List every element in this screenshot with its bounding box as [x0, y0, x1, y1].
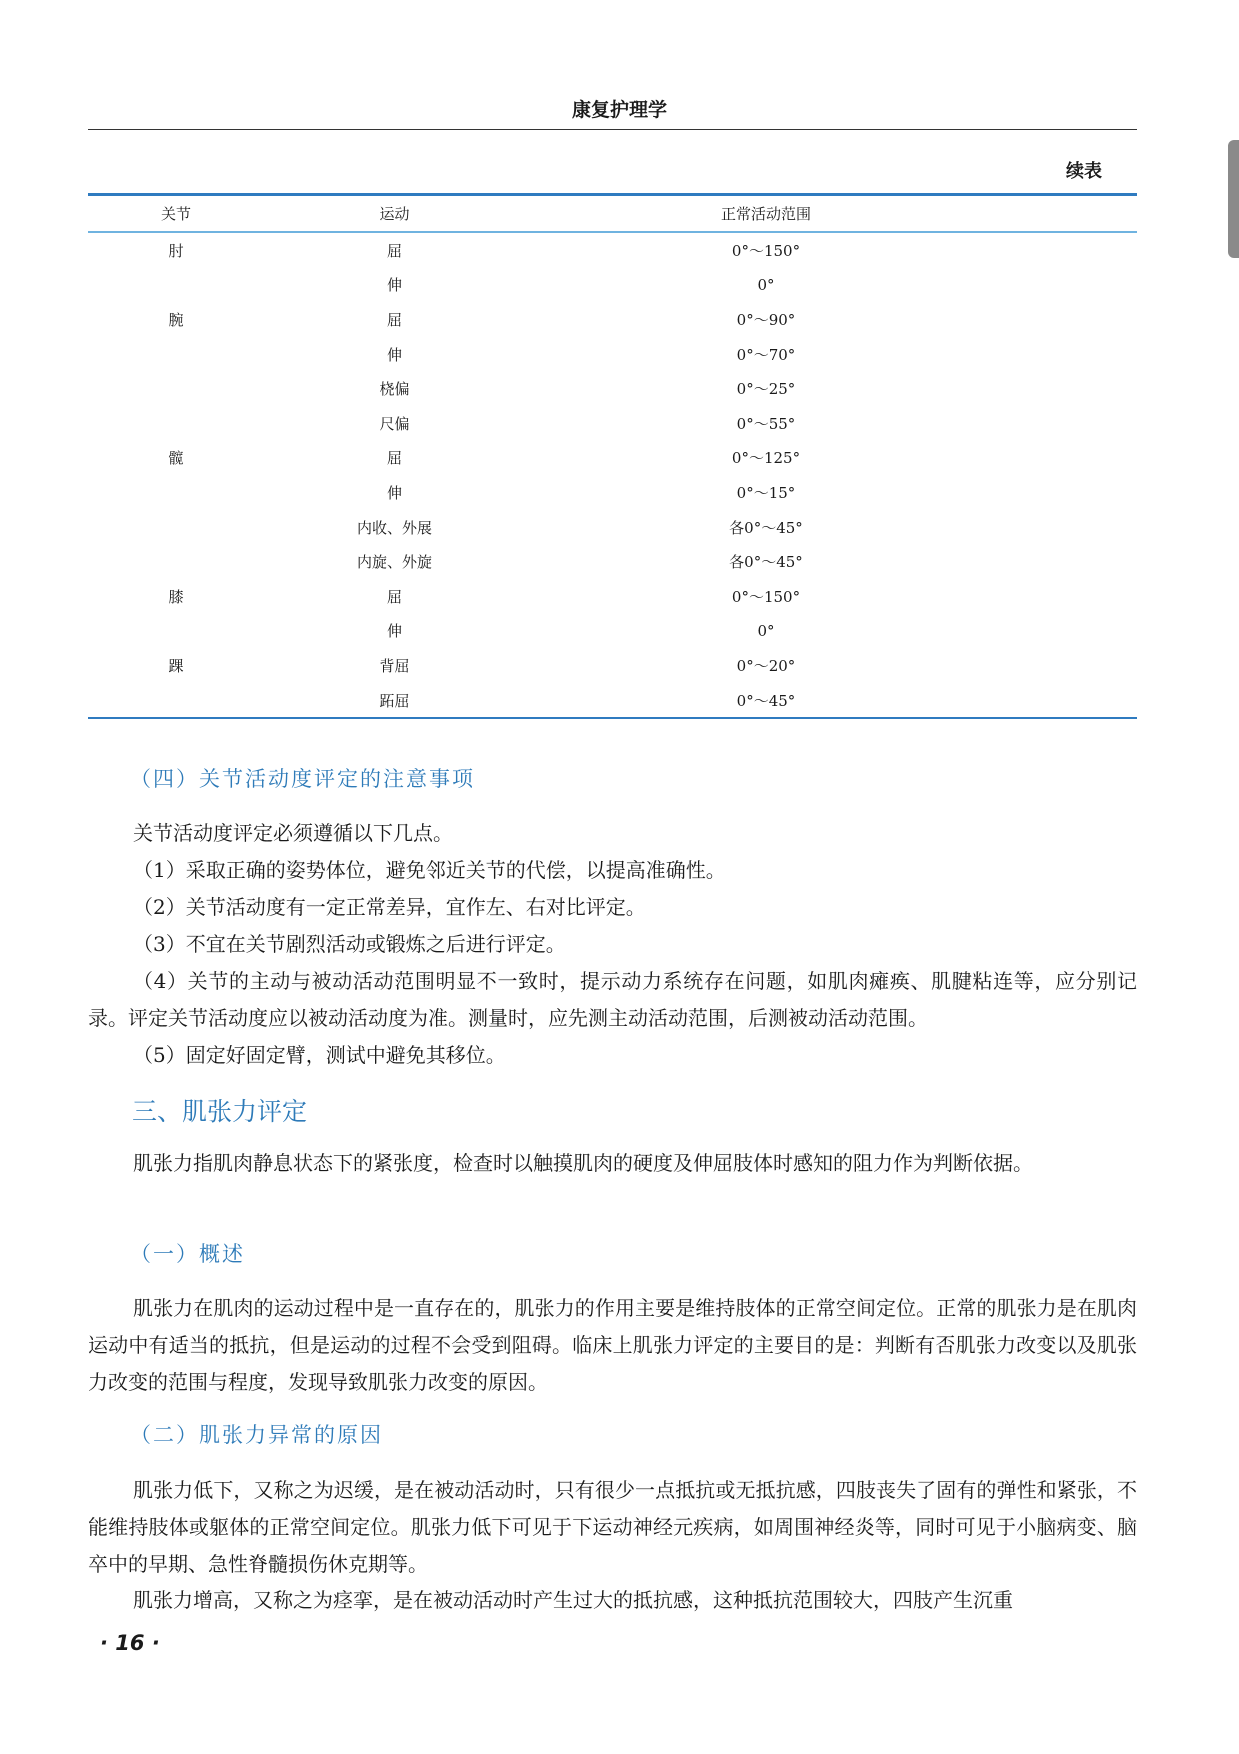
cell-joint — [88, 406, 264, 441]
header-rule — [88, 129, 1137, 130]
cell-normal-range: 0°～25° — [736, 380, 796, 399]
table-row — [88, 475, 1137, 510]
table-row — [88, 268, 1137, 303]
column-header-joint: 关节 — [88, 195, 264, 233]
cell-normal-range: 0°～70° — [736, 345, 796, 364]
cell-normal-range: 0°～55° — [736, 414, 796, 433]
table-row — [88, 683, 1137, 719]
cell-motion: 屈 — [386, 310, 402, 329]
cell-normal-range: 0°～150° — [731, 587, 801, 606]
cell-normal-range: 0°～150° — [731, 241, 801, 260]
section4-intro: 关节活动度评定必须遵循以下几点。 — [133, 821, 453, 845]
table-row — [88, 614, 1137, 649]
running-header-title: 康复护理学 — [571, 99, 667, 121]
section3-intro: 肌张力指肌肉静息状态下的紧张度，检查时以触摸肌肉的硬度及伸屈肢体时感知的阻力作为判断依据。 — [133, 1151, 1033, 1175]
cell-motion: 屈 — [386, 449, 402, 468]
cell-joint — [88, 544, 264, 579]
cell-motion: 屈 — [386, 587, 402, 606]
section-heading-4: （四）关节活动度评定的注意事项 — [130, 767, 475, 791]
range-of-motion-table — [88, 193, 1137, 719]
cell-motion: 尺偏 — [379, 414, 410, 433]
subsection-2-text-2: 肌张力增高，又称之为痉挛，是在被动活动时产生过大的抵抗感，这种抵抗范围较大，四肢产生沉重 — [133, 1588, 1013, 1612]
table-row — [88, 544, 1137, 579]
cell-joint — [88, 371, 264, 406]
cell-motion: 伸 — [386, 622, 402, 641]
cell-normal-range: 0° — [757, 275, 775, 294]
cell-normal-range: 0°～15° — [736, 483, 796, 502]
table-row — [88, 406, 1137, 441]
table-row — [88, 371, 1137, 406]
cell-joint — [88, 614, 264, 649]
table-row — [88, 579, 1137, 614]
cell-motion: 伸 — [386, 345, 402, 364]
page-number: · 16 · — [100, 1631, 160, 1655]
cell-joint — [88, 337, 264, 372]
cell-motion: 内旋、外旋 — [356, 553, 432, 572]
list-item: （4）关节的主动与被动活动范围明显不一致时，提示动力系统存在问题，如肌肉瘫痪、肌腱粘连等，应分别记录。评定关节活动度应以被动活动度为准。测量时，应先测主动活动范围，后测被动活动范围。 — [88, 969, 1137, 1030]
column-header-motion: 运动 — [264, 195, 525, 233]
list-item: （3）不宜在关节剧烈活动或锻炼之后进行评定。 — [133, 932, 566, 956]
column-header-normal-range: 正常活动范围 — [525, 195, 1137, 233]
cell-joint: 膝 — [168, 587, 184, 606]
cell-motion: 桡偏 — [379, 380, 410, 399]
page-edge-tab — [1228, 140, 1239, 258]
cell-normal-range: 各0°～45° — [729, 518, 803, 537]
table-row — [88, 441, 1137, 476]
subsection-heading-1: （一）概述 — [130, 1242, 245, 1266]
cell-joint: 肘 — [168, 241, 184, 260]
cell-joint: 踝 — [168, 656, 184, 675]
cell-normal-range: 0° — [757, 621, 775, 640]
table-row — [88, 337, 1137, 372]
table-body — [88, 232, 1137, 718]
cell-joint — [88, 475, 264, 510]
table-continued-label: 续表 — [1066, 161, 1102, 182]
cell-joint — [88, 268, 264, 303]
cell-joint — [88, 510, 264, 545]
cell-motion: 内收、外展 — [356, 518, 432, 537]
table-row — [88, 648, 1137, 683]
table-row — [88, 510, 1137, 545]
table-row — [88, 232, 1137, 268]
cell-motion: 伸 — [386, 483, 402, 502]
subsection-2-text-1: 肌张力低下，又称之为迟缓，是在被动活动时，只有很少一点抵抗或无抵抗感，四肢丧失了固有的弹性和紧张，不能维持肢体或躯体的正常空间定位。肌张力低下可见于下运动神经元疾病，如周围神经炎等，同时可见于小脑病变、脑卒中的早期、急性脊髓损伤休克期等。 — [88, 1478, 1137, 1576]
cell-normal-range: 0°～125° — [731, 449, 801, 468]
cell-motion: 跖屈 — [264, 683, 525, 719]
cell-joint: 髋 — [168, 449, 184, 468]
list-item: （2）关节活动度有一定正常差异，宜作左、右对比评定。 — [133, 895, 646, 919]
list-item: （1）采取正确的姿势体位，避免邻近关节的代偿，以提高准确性。 — [133, 858, 726, 882]
cell-normal-range: 0°～45° — [525, 683, 1137, 719]
subsection-1-text: 肌张力在肌肉的运动过程中是一直存在的，肌张力的作用主要是维持肢体的正常空间定位。正常的肌张力是在肌肉运动中有适当的抵抗，但是运动的过程不会受到阻碍。临床上肌张力评定的主要目的是：判断有否肌张力改变以及肌张力改变的范围与程度，发现导致肌张力改变的原因。 — [88, 1296, 1137, 1394]
subsection-heading-2: （二）肌张力异常的原因 — [130, 1423, 383, 1447]
cell-joint: 腕 — [168, 310, 184, 329]
list-item: （5）固定好固定臂，测试中避免其移位。 — [133, 1043, 506, 1067]
section-heading-3: 三、肌张力评定 — [132, 1097, 308, 1126]
table-row — [88, 302, 1137, 337]
cell-motion: 屈 — [386, 241, 402, 260]
cell-motion: 背屈 — [379, 656, 410, 675]
cell-normal-range: 0°～90° — [736, 310, 796, 329]
cell-motion: 伸 — [386, 276, 402, 295]
table-header-row — [88, 195, 1137, 233]
cell-joint — [88, 683, 264, 719]
cell-normal-range: 各0°～45° — [729, 553, 803, 572]
cell-normal-range: 0°～20° — [736, 656, 796, 675]
